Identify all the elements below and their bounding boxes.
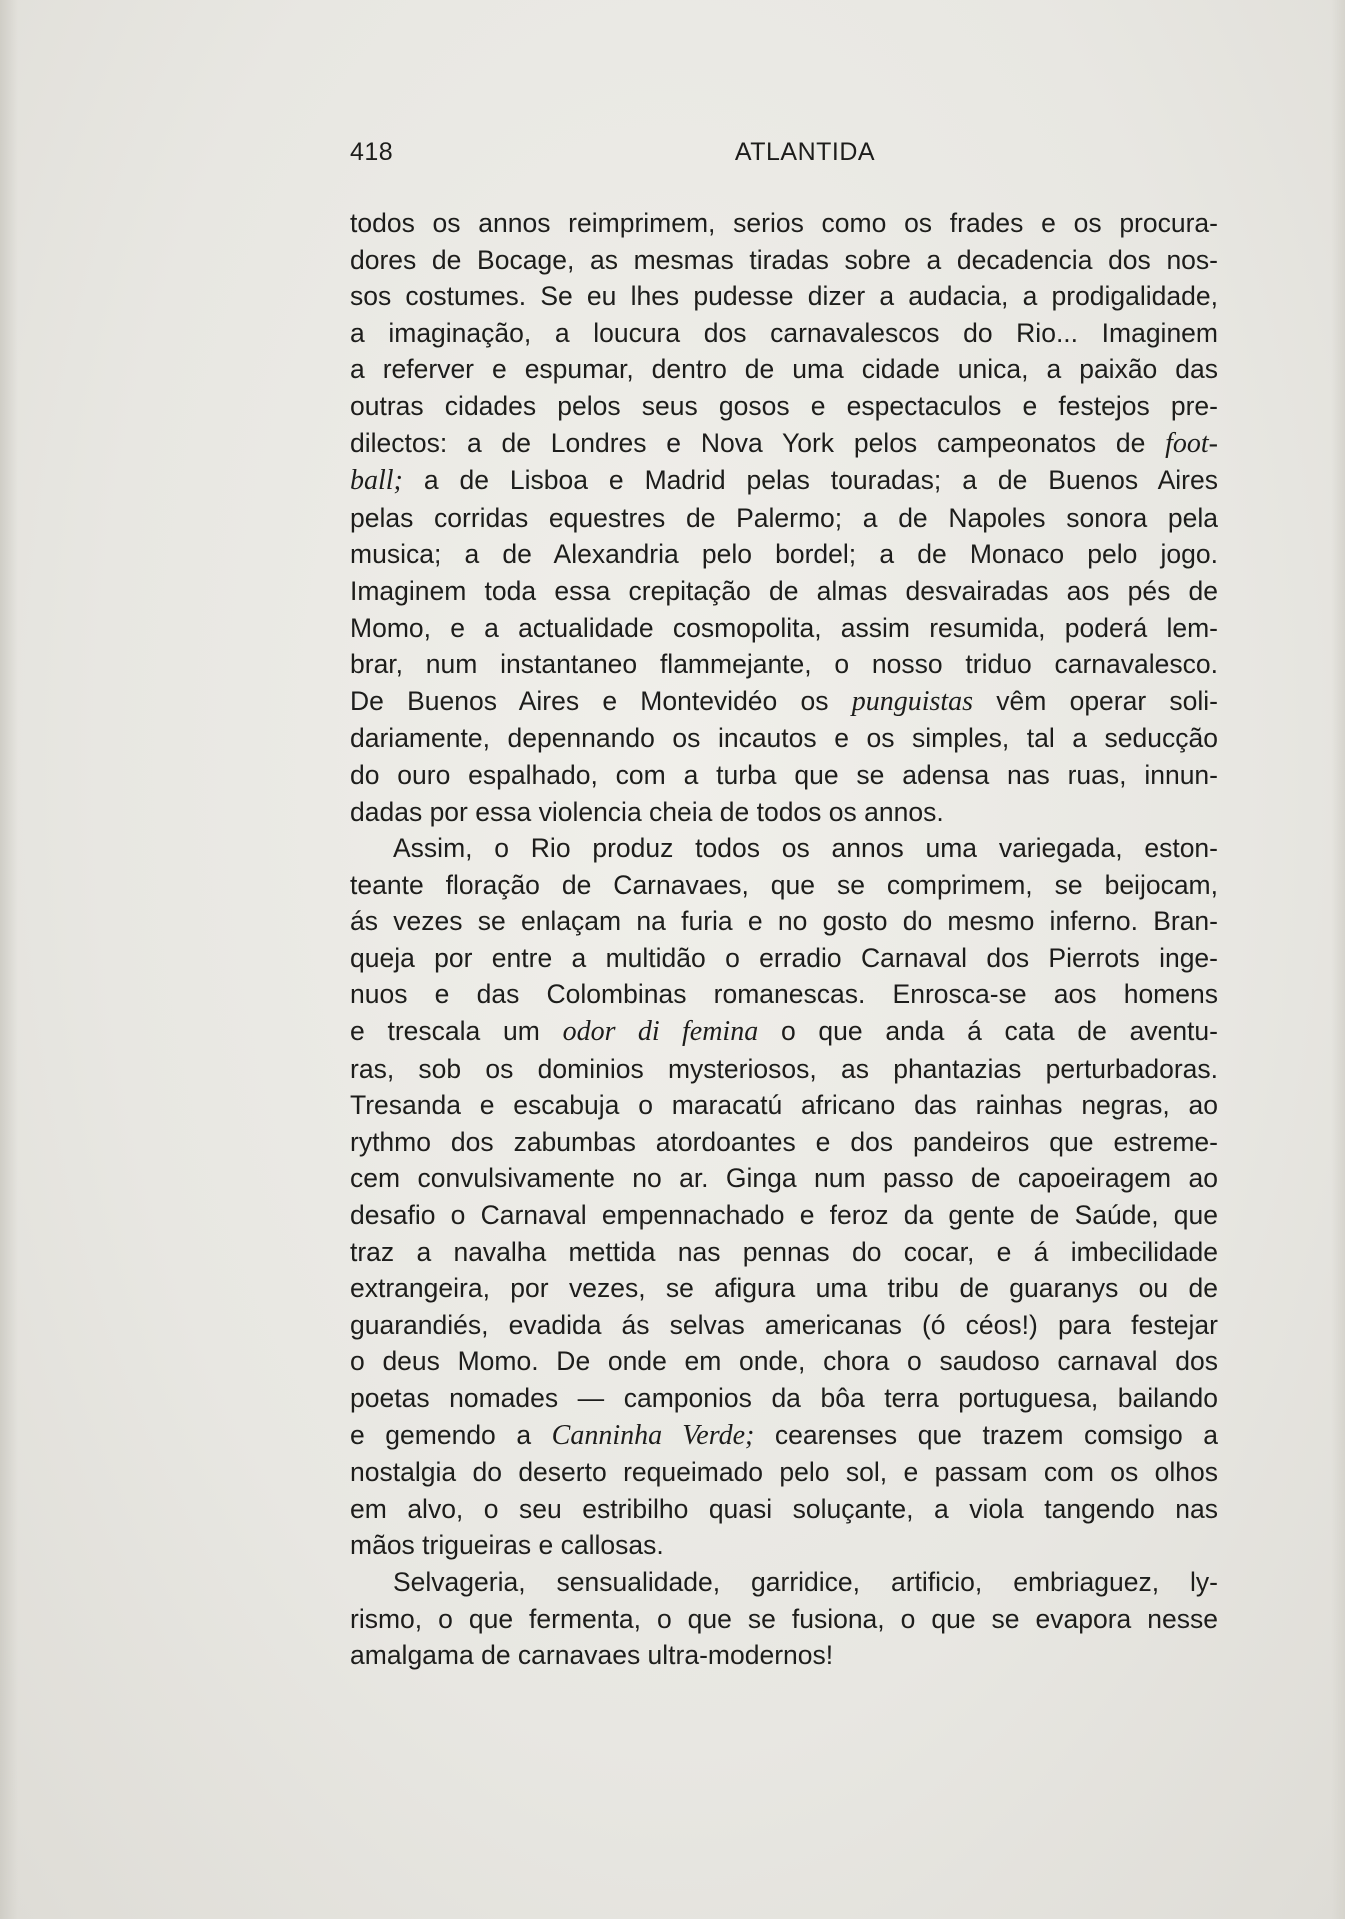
text-line: desafio o Carnaval empennachado e feroz da gente de Saúde, que — [350, 1200, 1218, 1231]
paragraph-3 — [350, 1564, 1218, 1674]
text-line: todos os annos reimprimem, serios como os frades e os procura- — [350, 208, 1218, 238]
running-head — [350, 138, 1230, 172]
paragraph-2 — [350, 830, 1218, 1564]
text-block — [350, 205, 1218, 1674]
page-number: 418 — [350, 138, 394, 166]
text-run: e gemendo a — [350, 1419, 552, 1450]
text-run: e trescala um — [350, 1016, 563, 1047]
text-line: em alvo, o seu estribilho quasi soluçante, a viola tangendo nas — [350, 1493, 1218, 1524]
text-line: extrangeira, por vezes, se afigura uma tribu de guaranys ou de — [350, 1273, 1218, 1304]
running-title: ATLANTIDA — [734, 138, 876, 166]
text-line: poetas nomades — camponios da bôa terra portuguesa, bailando — [350, 1383, 1218, 1413]
text-line: cem convulsivamente no ar. Ginga num passo de capoeiragem ao — [350, 1163, 1218, 1194]
italic-term: foot- — [1165, 427, 1218, 459]
text-run: dilectos: a de Londres e Nova York pelos campeonatos de — [350, 427, 1166, 458]
italic-term: punguistas — [851, 685, 974, 717]
text-line: a imaginação, a loucura dos carnavalescos do Rio... Imaginem — [350, 317, 1218, 348]
text-line — [350, 425, 1218, 463]
text-line: Assim, o Rio produz todos os annos uma variegada, eston- — [393, 833, 1218, 864]
text-line: brar, num instantaneo flammejante, o nosso triduo carnavalesco. — [350, 649, 1218, 680]
text-line: guarandiés, evadida ás selvas americanas (ó céos!) para festejar — [350, 1309, 1218, 1340]
text-line — [350, 462, 1218, 500]
text-line: dariamente, depennando os incautos e os simples, tal a seducção — [350, 723, 1218, 754]
text-run: a de Lisboa e Madrid pelas touradas; a de Buenos Aires — [402, 465, 1218, 496]
text-line: traz a navalha mettida nas pennas do cocar, e á imbecilidade — [350, 1236, 1218, 1267]
text-line: nuos e das Colombinas romanescas. Enrosca-se aos homens — [350, 979, 1218, 1010]
text-line: dadas por essa violencia cheia de todos os annos. — [350, 796, 944, 827]
text-run: o que anda á cata de aventu- — [758, 1016, 1218, 1047]
text-line: outras cidades pelos seus gosos e espectaculos e festejos pre- — [350, 390, 1218, 421]
text-line — [350, 1417, 1218, 1455]
text-line: sos costumes. Se eu lhes pudesse dizer a audacia, a prodigalidade, — [350, 281, 1218, 312]
text-line: pelas corridas equestres de Palermo; a de Napoles sonora pela — [350, 502, 1218, 533]
text-line: rismo, o que fermenta, o que se fusiona, o que se evapora nesse — [350, 1603, 1218, 1634]
paragraph-1 — [350, 205, 1218, 830]
text-line: Tresanda e escabuja o maracatú africano das rainhas negras, ao — [350, 1090, 1218, 1121]
text-line: ás vezes se enlaçam na furia e no gosto do mesmo inferno. Bran- — [350, 906, 1218, 937]
text-run: De Buenos Aires e Montevidéo os — [350, 685, 852, 716]
text-run: cearenses que trazem comsigo a — [754, 1419, 1218, 1450]
text-line: rythmo dos zabumbas atordoantes e dos pandeiros que estreme- — [350, 1126, 1218, 1157]
text-line: o deus Momo. De onde em onde, chora o saudoso carnaval dos — [350, 1346, 1218, 1377]
italic-term: odor di femina — [562, 1016, 759, 1048]
text-run: vêm operar soli- — [973, 685, 1218, 716]
text-line: teante floração de Carnavaes, que se comprimem, se beijocam, — [350, 869, 1218, 900]
text-line: amalgama de carnavaes ultra-modernos! — [350, 1640, 834, 1671]
text-line: nostalgia do deserto requeimado pelo sol, e passam com os olhos — [350, 1457, 1218, 1488]
text-line: Selvageria, sensualidade, garridice, artificio, embriaguez, ly- — [393, 1566, 1218, 1597]
text-line: a referver e espumar, dentro de uma cidade unica, a paixão das — [350, 354, 1218, 385]
text-line: musica; a de Alexandria pelo bordel; a de Monaco pelo jogo. — [350, 539, 1218, 570]
italic-term: ball; — [350, 465, 403, 497]
text-line: Momo, e a actualidade cosmopolita, assim resumida, poderá lem- — [350, 612, 1218, 643]
text-line: mãos trigueiras e callosas. — [350, 1530, 664, 1561]
text-line: do ouro espalhado, com a turba que se adensa nas ruas, innun- — [350, 759, 1218, 790]
text-line: ras, sob os dominios mysteriosos, as phantazias perturbadoras. — [350, 1053, 1218, 1084]
text-line — [350, 1013, 1218, 1051]
text-line — [350, 683, 1218, 721]
text-line: dores de Bocage, as mesmas tiradas sobre a decadencia dos nos- — [350, 244, 1218, 275]
italic-term: Canninha Verde; — [551, 1419, 755, 1451]
text-line: queja por entre a multidão o erradio Carnaval dos Pierrots inge- — [350, 942, 1218, 973]
text-line: Imaginem toda essa crepitação de almas desvairadas aos pés de — [350, 575, 1218, 606]
